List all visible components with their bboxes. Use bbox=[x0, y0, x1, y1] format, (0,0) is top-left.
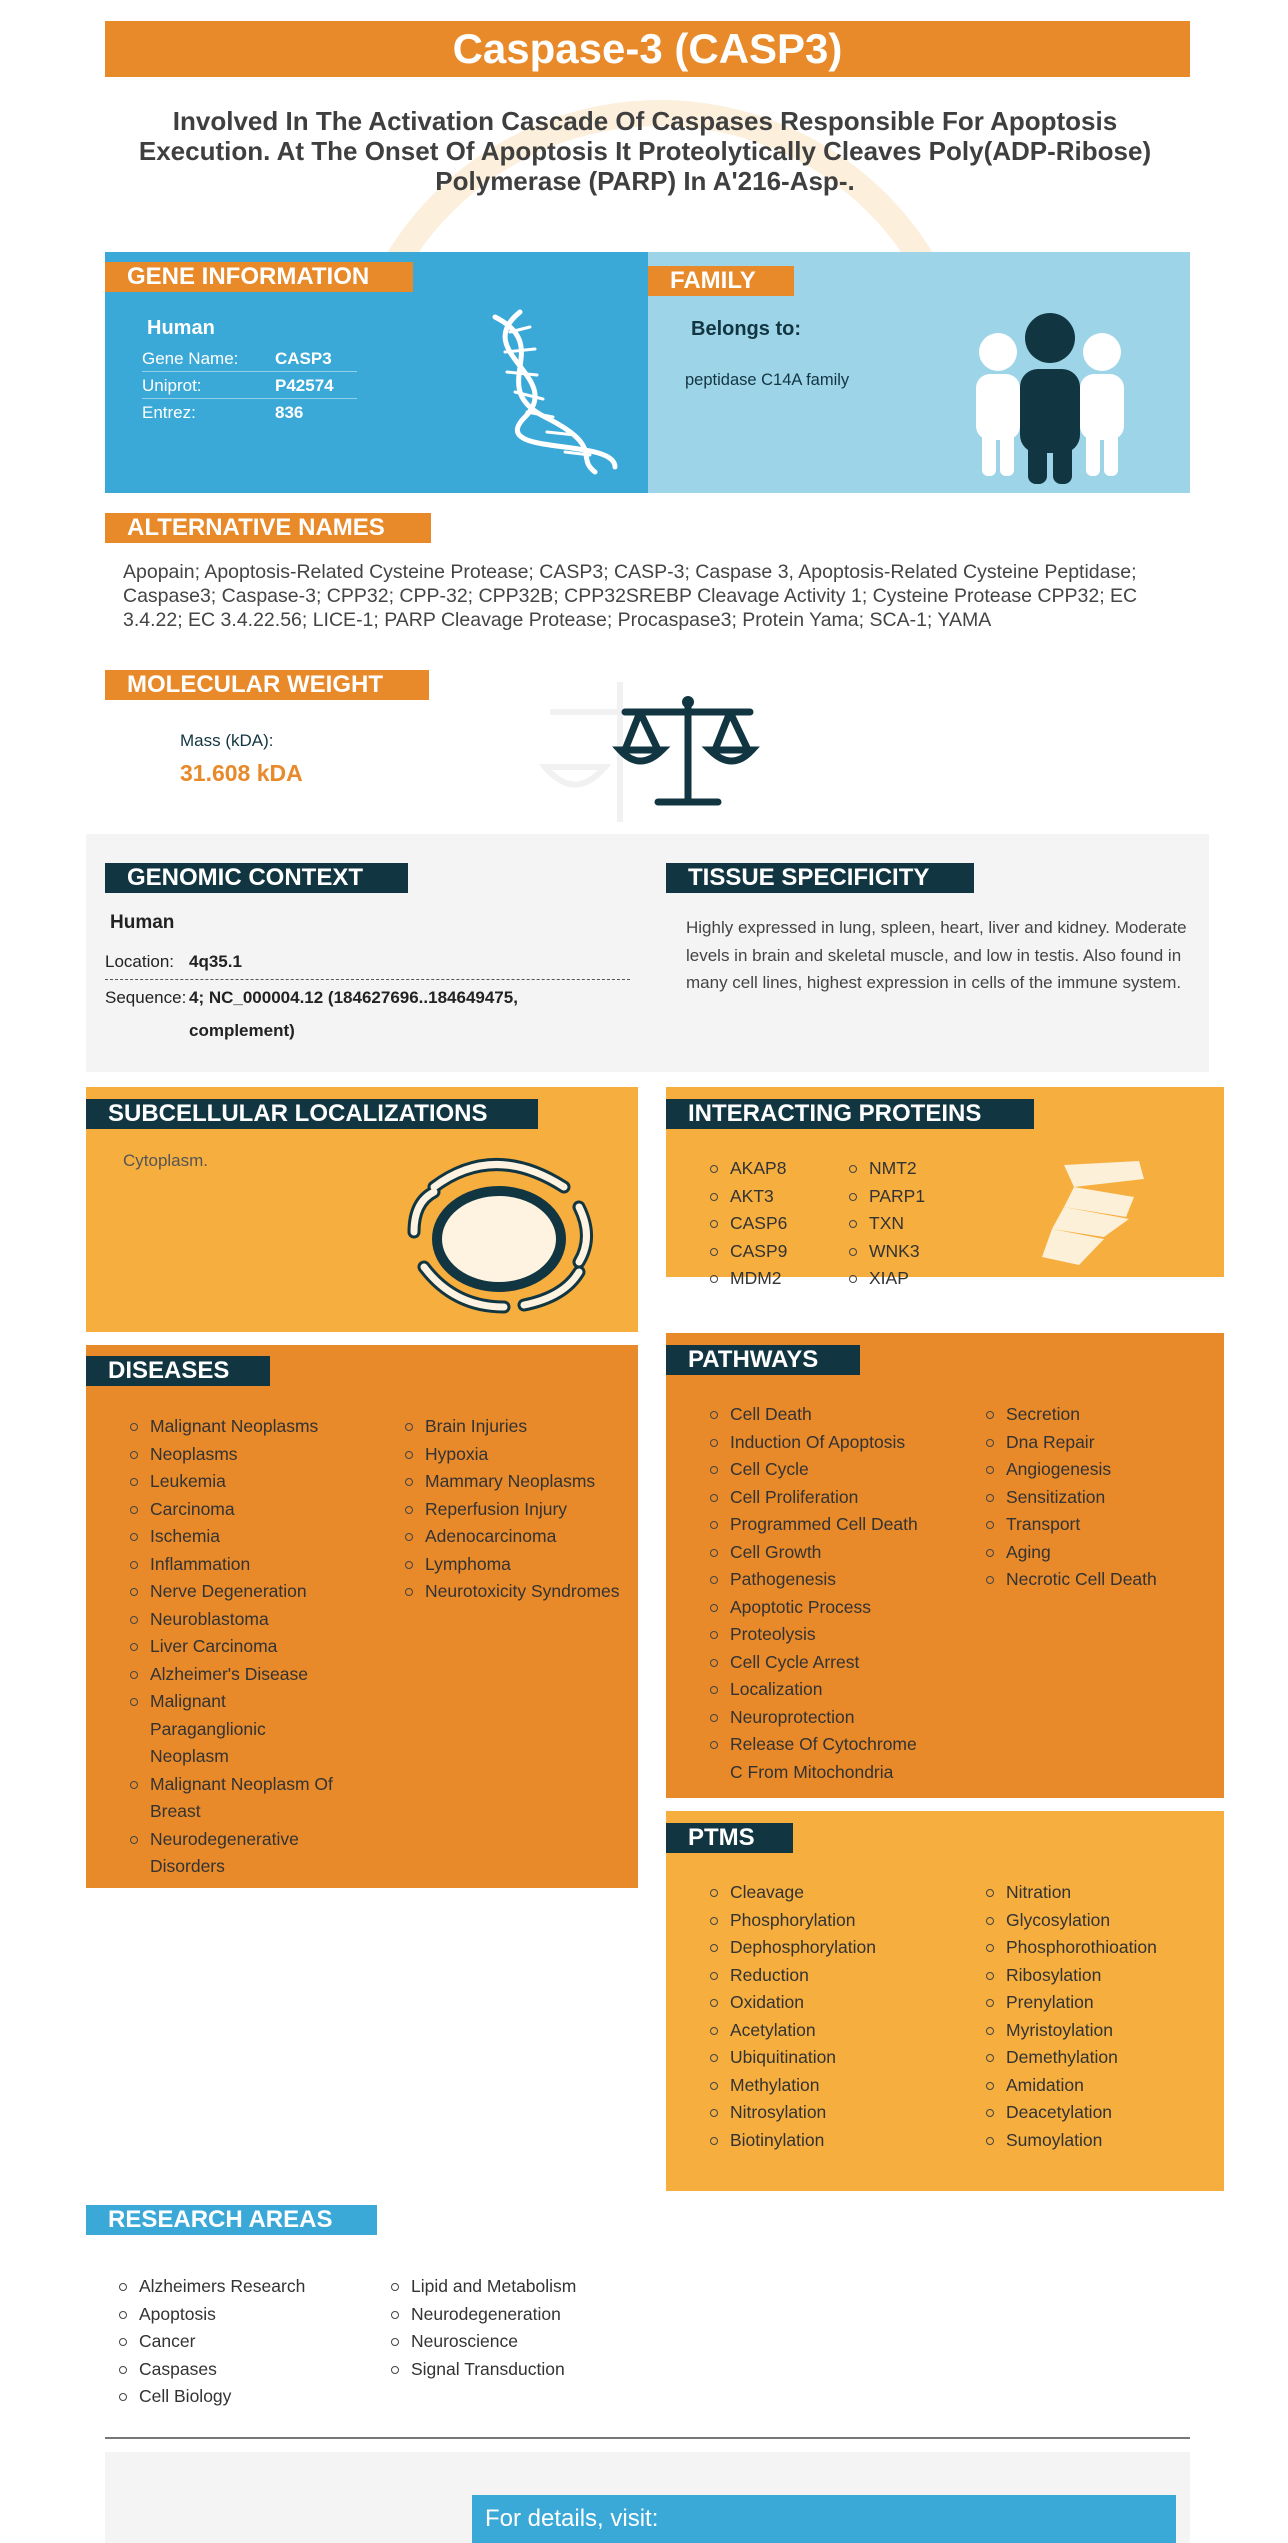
list-item: Phosphorylation bbox=[708, 1907, 948, 1935]
mass-value: 31.608 kDA bbox=[180, 760, 303, 786]
list-item: Demethylation bbox=[984, 2044, 1214, 2072]
list-item: Oxidation bbox=[708, 1989, 948, 2017]
scale-icon bbox=[540, 672, 780, 832]
gene-species: Human bbox=[147, 317, 215, 339]
list-item: Reperfusion Injury bbox=[403, 1496, 633, 1524]
ptms-header: PTMS bbox=[666, 1823, 793, 1853]
list-item: Sensitization bbox=[984, 1484, 1214, 1512]
page-subtitle: Involved In The Activation Cascade Of Caspases Responsible For Apoptosis Execution. At The Onset Of Apoptosis It Proteolytically Cleaves Poly(ADP-Ribose) Polymerase (PARP) In A'216-Asp-. bbox=[138, 106, 1152, 196]
entrez-label: Entrez: bbox=[142, 403, 196, 422]
list-item: Mammary Neoplasms bbox=[403, 1468, 633, 1496]
cell-icon bbox=[394, 1147, 604, 1317]
subcellular-header: SUBCELLULAR LOCALIZATIONS bbox=[86, 1099, 538, 1129]
tissue-specificity-text: Highly expressed in lung, spleen, heart, liver and kidney. Moderate levels in brain and skeletal muscle, and low in testis. Also found in many cell lines, highest expression in cells of the immune system. bbox=[686, 918, 1187, 992]
list-item: Alzheimers Research bbox=[117, 2273, 367, 2301]
list-item: Malignant Neoplasms bbox=[128, 1413, 373, 1441]
list-item: Sumoylation bbox=[984, 2127, 1214, 2155]
dna-icon bbox=[465, 307, 625, 477]
list-item: Malignant Neoplasm Of Breast bbox=[128, 1771, 358, 1826]
list-item: Dephosphorylation bbox=[708, 1934, 948, 1962]
alternative-names-header: ALTERNATIVE NAMES bbox=[105, 513, 431, 543]
list-item: Angiogenesis bbox=[984, 1456, 1214, 1484]
alternative-names-text: Apopain; Apoptosis-Related Cysteine Protease; CASP3; CASP-3; Caspase 3, Apoptosis-Related Cysteine Peptidase; Caspase3; Caspase-3; CPP32; CPP-32; CPP32B; CPP32SREBP Cleavage Activity 1; Cysteine Protease CPP32; EC 3.4.22; EC 3.4.22.56; LICE-1; PARP Cleavage Protease; Procaspase3; Protein Yama; SCA-1; YAMA bbox=[123, 561, 1138, 631]
gene-information-panel bbox=[105, 252, 648, 493]
list-item: Neoplasms bbox=[128, 1441, 373, 1469]
location-label: Location: bbox=[105, 952, 174, 971]
gene-name-value: CASP3 bbox=[275, 349, 332, 368]
gene-information-header: GENE INFORMATION bbox=[105, 262, 413, 292]
list-item: Apoptosis bbox=[117, 2301, 367, 2329]
list-item: Caspases bbox=[117, 2356, 367, 2384]
list-item: Reduction bbox=[708, 1962, 948, 1990]
list-item: Malignant Paraganglionic Neoplasm bbox=[128, 1688, 328, 1771]
list-item: Transport bbox=[984, 1511, 1214, 1539]
list-item: Phosphorothioation bbox=[984, 1934, 1214, 1962]
list-item: Brain Injuries bbox=[403, 1413, 633, 1441]
research-areas-header: RESEARCH AREAS bbox=[86, 2205, 377, 2235]
diseases-header: DISEASES bbox=[86, 1356, 270, 1386]
list-item: AKT3 bbox=[708, 1183, 787, 1211]
uniprot-value: P42574 bbox=[275, 376, 334, 395]
list-item: AKAP8 bbox=[708, 1155, 787, 1183]
footer-divider bbox=[105, 2437, 1190, 2439]
list-item: Carcinoma bbox=[128, 1496, 373, 1524]
list-item: Nitration bbox=[984, 1879, 1214, 1907]
diseases-list-1 bbox=[128, 1413, 373, 1881]
diseases-panel bbox=[86, 1345, 638, 1888]
entrez-row bbox=[142, 399, 357, 426]
list-item: Neurotoxicity Syndromes bbox=[403, 1578, 633, 1606]
list-item: Release Of Cytochrome C From Mitochondria bbox=[708, 1731, 933, 1786]
list-item: Inflammation bbox=[128, 1551, 373, 1579]
list-item: Deacetylation bbox=[984, 2099, 1214, 2127]
list-item: MDM2 bbox=[708, 1265, 787, 1293]
list-item: Cell Growth bbox=[708, 1539, 948, 1567]
genomic-species: Human bbox=[110, 912, 175, 933]
list-item: Proteolysis bbox=[708, 1621, 948, 1649]
belongs-to-label: Belongs to: bbox=[691, 318, 801, 340]
list-item: Adenocarcinoma bbox=[403, 1523, 633, 1551]
family-header: FAMILY bbox=[648, 266, 794, 296]
list-item: Liver Carcinoma bbox=[128, 1633, 373, 1661]
list-item: Ubiquitination bbox=[708, 2044, 948, 2072]
list-item: CASP6 bbox=[708, 1210, 787, 1238]
list-item: Alzheimer's Disease bbox=[128, 1661, 373, 1689]
research-areas-list-1 bbox=[117, 2273, 367, 2411]
molecular-weight-header: MOLECULAR WEIGHT bbox=[105, 670, 429, 700]
list-item: Neurodegenerative Disorders bbox=[128, 1826, 328, 1881]
list-item: Biotinylation bbox=[708, 2127, 948, 2155]
list-item: Aging bbox=[984, 1539, 1214, 1567]
list-item: CASP9 bbox=[708, 1238, 787, 1266]
details-link[interactable]: For details, visit: bbox=[472, 2495, 1176, 2543]
family-panel bbox=[648, 252, 1190, 493]
interacting-proteins-list-1 bbox=[708, 1155, 787, 1293]
uniprot-label: Uniprot: bbox=[142, 376, 202, 395]
list-item: Signal Transduction bbox=[389, 2356, 649, 2384]
diseases-list-2 bbox=[403, 1413, 633, 1606]
list-item: Cleavage bbox=[708, 1879, 948, 1907]
gene-name-label: Gene Name: bbox=[142, 349, 239, 368]
pathways-list-1 bbox=[708, 1401, 948, 1786]
interacting-proteins-list-2 bbox=[847, 1155, 925, 1293]
list-item: Cell Biology bbox=[117, 2383, 367, 2411]
pathways-list-2 bbox=[984, 1401, 1214, 1594]
research-areas-list-2 bbox=[389, 2273, 649, 2383]
list-item: TXN bbox=[847, 1210, 925, 1238]
list-item: Localization bbox=[708, 1676, 948, 1704]
list-item: Lipid and Metabolism bbox=[389, 2273, 649, 2301]
list-item: Nitrosylation bbox=[708, 2099, 948, 2127]
list-item: Prenylation bbox=[984, 1989, 1214, 2017]
list-item: Acetylation bbox=[708, 2017, 948, 2045]
list-item: XIAP bbox=[847, 1265, 925, 1293]
list-item: Hypoxia bbox=[403, 1441, 633, 1469]
tissue-specificity-header: TISSUE SPECIFICITY bbox=[666, 863, 974, 893]
gene-name-row bbox=[142, 345, 357, 372]
subcellular-panel bbox=[86, 1087, 638, 1332]
list-item: Induction Of Apoptosis bbox=[708, 1429, 948, 1457]
list-item: PARP1 bbox=[847, 1183, 925, 1211]
list-item: Secretion bbox=[984, 1401, 1214, 1429]
list-item: Cell Cycle Arrest bbox=[708, 1649, 948, 1677]
sequence-value-line1: 4; NC_000004.12 (184627696..184649475, bbox=[189, 988, 518, 1007]
mass-label: Mass (kDA): bbox=[180, 731, 274, 750]
list-item: Ribosylation bbox=[984, 1962, 1214, 1990]
list-item: Dna Repair bbox=[984, 1429, 1214, 1457]
genomic-divider bbox=[105, 979, 630, 980]
interacting-proteins-panel bbox=[666, 1087, 1224, 1288]
list-item: Glycosylation bbox=[984, 1907, 1214, 1935]
list-item: Neuroscience bbox=[389, 2328, 649, 2356]
protein-ribbon-icon bbox=[1034, 1157, 1154, 1269]
subcellular-text: Cytoplasm. bbox=[123, 1151, 209, 1170]
family-value: peptidase C14A family bbox=[685, 371, 850, 389]
page-title: Caspase-3 (CASP3) bbox=[105, 21, 1190, 77]
entrez-value: 836 bbox=[275, 403, 304, 422]
list-item: Methylation bbox=[708, 2072, 948, 2100]
list-item: NMT2 bbox=[847, 1155, 925, 1183]
list-item: Cell Proliferation bbox=[708, 1484, 948, 1512]
ptms-list-2 bbox=[984, 1879, 1214, 2154]
location-value: 4q35.1 bbox=[189, 952, 242, 971]
list-item: Neuroprotection bbox=[708, 1704, 948, 1732]
list-item: Cell Death bbox=[708, 1401, 948, 1429]
ptms-panel bbox=[666, 1811, 1224, 2191]
pathways-header: PATHWAYS bbox=[666, 1345, 860, 1375]
ptms-list-1 bbox=[708, 1879, 948, 2154]
pathways-panel bbox=[666, 1333, 1224, 1798]
list-item: Amidation bbox=[984, 2072, 1214, 2100]
list-item: Nerve Degeneration bbox=[128, 1578, 373, 1606]
list-item: Pathogenesis bbox=[708, 1566, 948, 1594]
list-item: Cell Cycle bbox=[708, 1456, 948, 1484]
list-item: WNK3 bbox=[847, 1238, 925, 1266]
people-icon bbox=[970, 312, 1130, 484]
sequence-value-line2: complement) bbox=[189, 1021, 295, 1040]
list-item: Cancer bbox=[117, 2328, 367, 2356]
list-item: Ischemia bbox=[128, 1523, 373, 1551]
sequence-label: Sequence: bbox=[105, 988, 187, 1007]
list-item: Necrotic Cell Death bbox=[984, 1566, 1214, 1594]
list-item: Apoptotic Process bbox=[708, 1594, 948, 1622]
list-item: Programmed Cell Death bbox=[708, 1511, 948, 1539]
list-item: Lymphoma bbox=[403, 1551, 633, 1579]
list-item: Neurodegeneration bbox=[389, 2301, 649, 2329]
uniprot-row bbox=[142, 372, 357, 399]
genomic-context-header: GENOMIC CONTEXT bbox=[105, 863, 408, 893]
list-item: Leukemia bbox=[128, 1468, 373, 1496]
interacting-proteins-header: INTERACTING PROTEINS bbox=[666, 1099, 1034, 1129]
list-item: Myristoylation bbox=[984, 2017, 1214, 2045]
list-item: Neuroblastoma bbox=[128, 1606, 373, 1634]
